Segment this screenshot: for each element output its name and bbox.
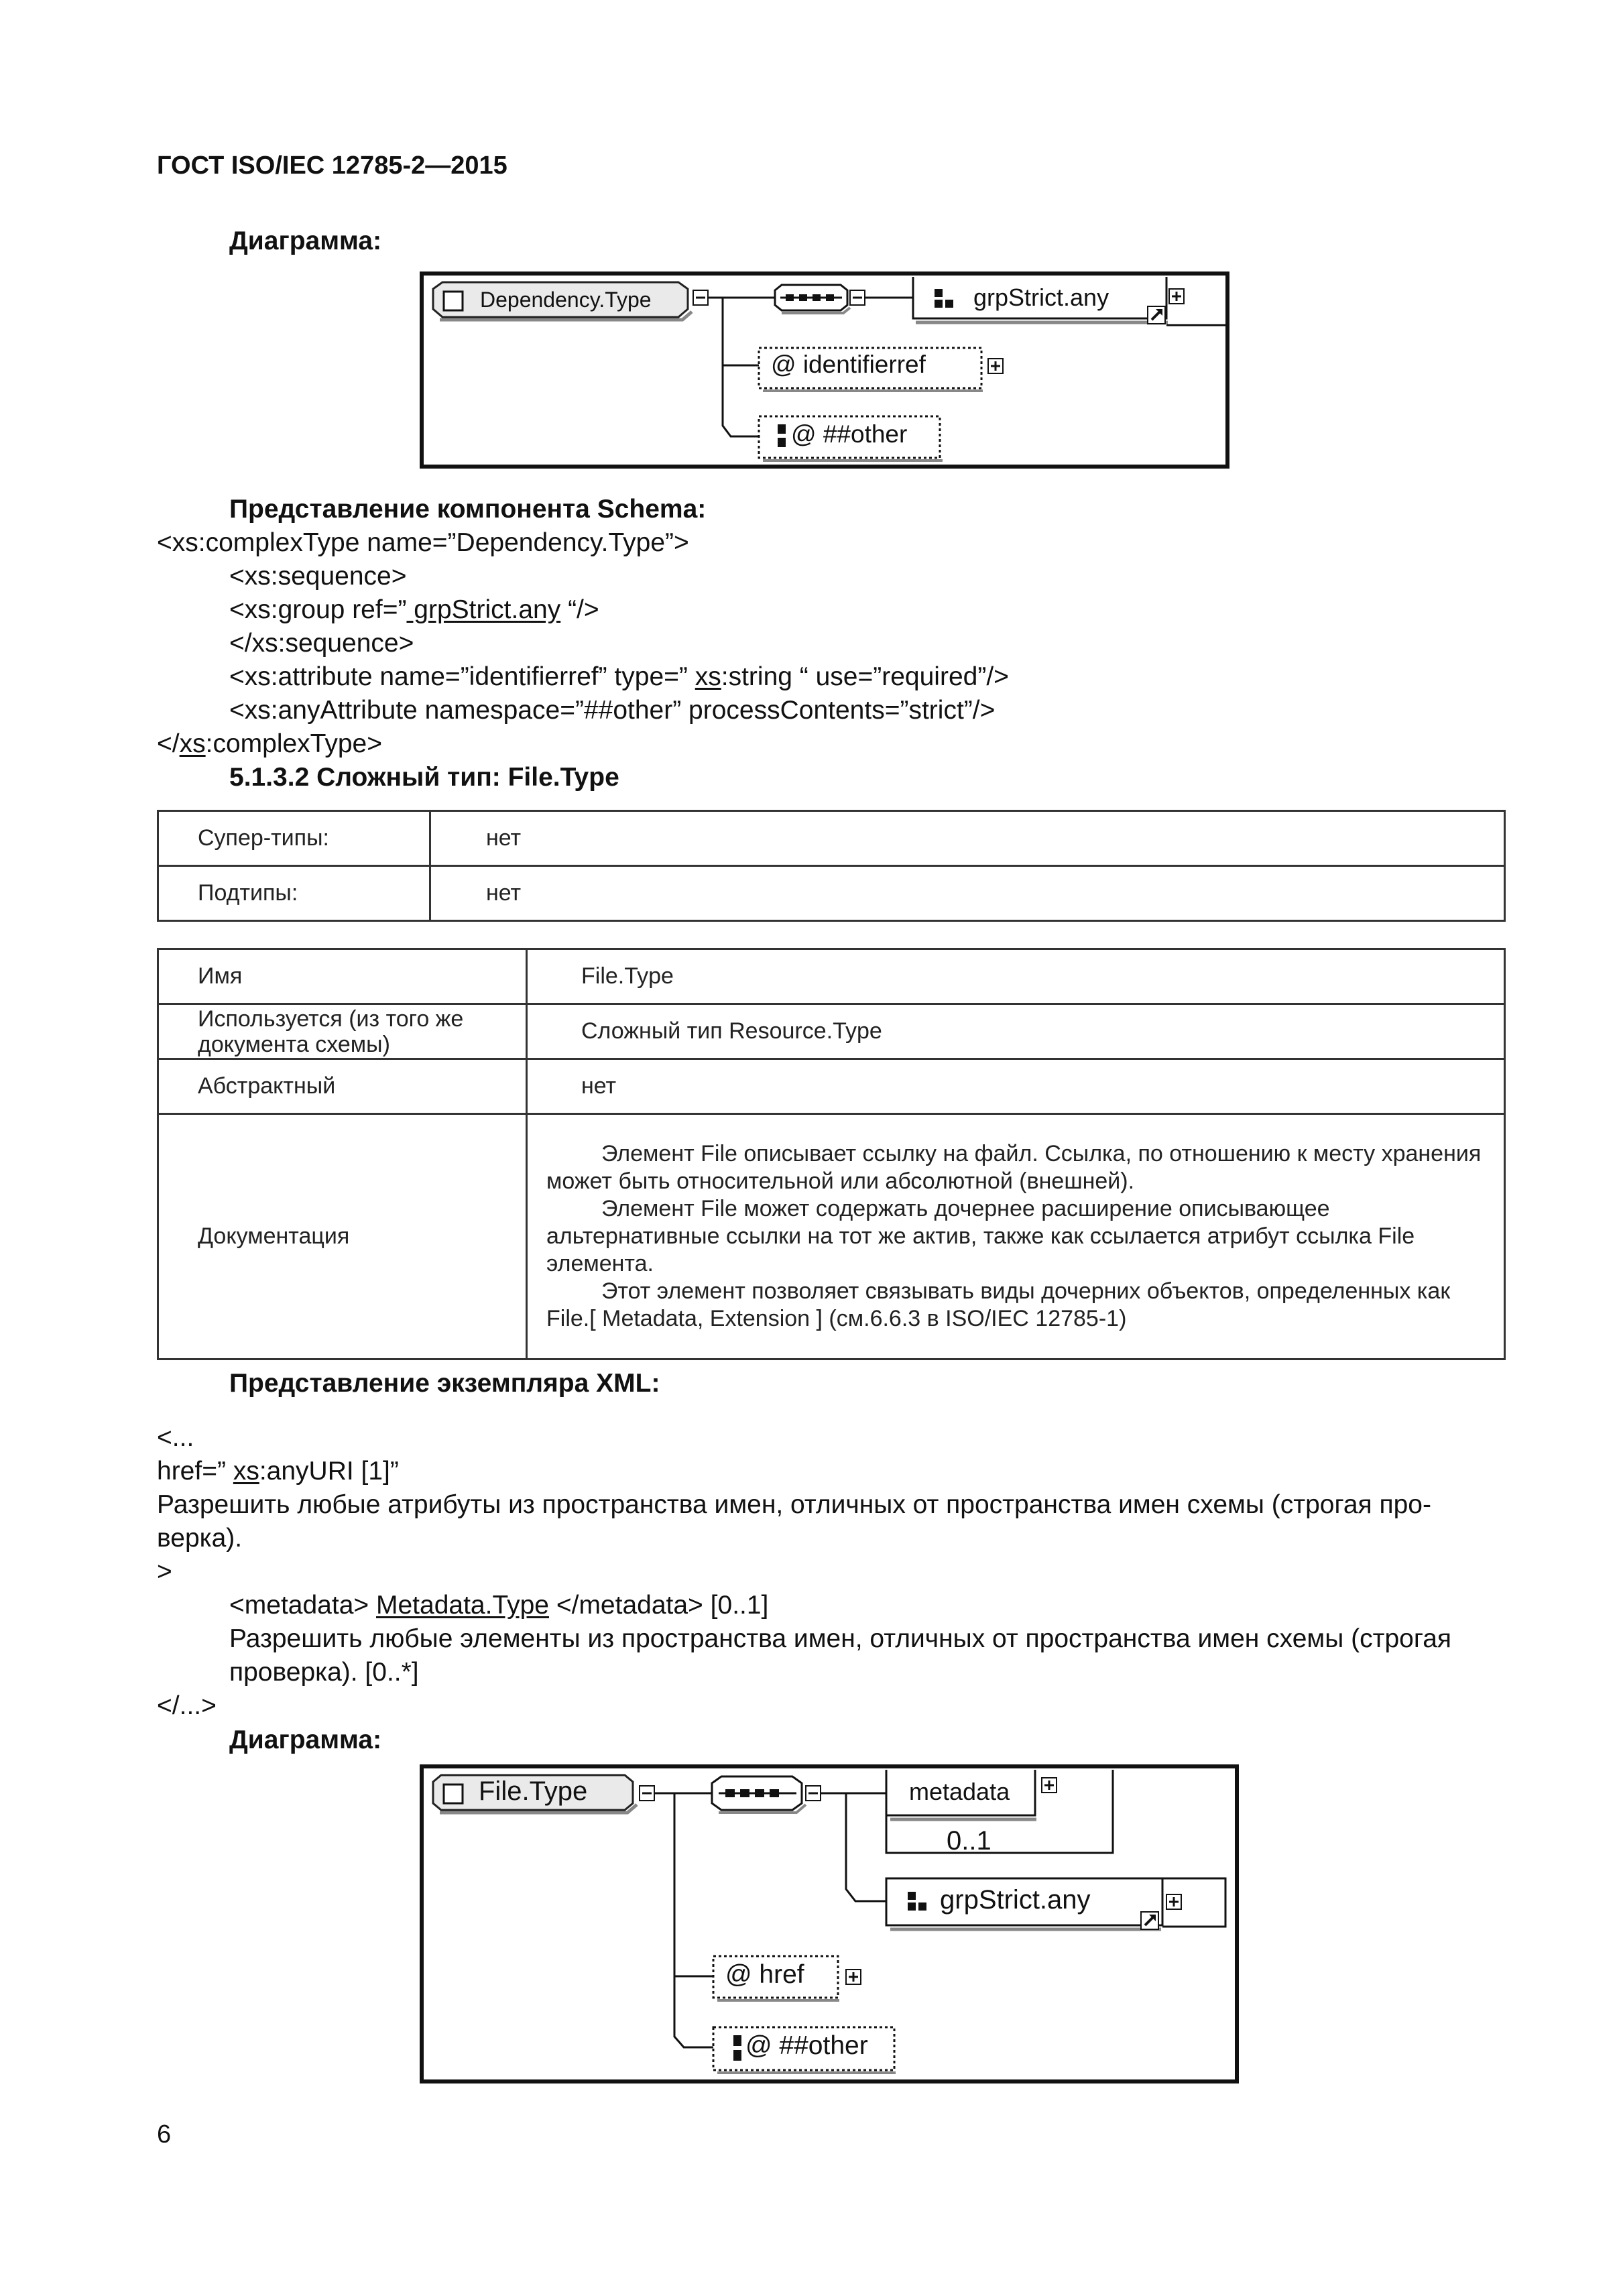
used-label: Используется (из того же документа схемы) — [158, 1004, 527, 1059]
xml-line-6 — [229, 1589, 768, 1622]
schema-line-5 — [229, 662, 1009, 692]
documentation-label: Документация — [158, 1114, 527, 1360]
name-label: Имя — [158, 949, 527, 1004]
type-node-file: File.Type — [479, 1776, 588, 1806]
used-value: Сложный тип Resource.Type — [527, 1004, 1505, 1059]
schema-line-5-pre: <xs:attribute name=”identifierref” type=” — [229, 662, 695, 691]
xml-label: Представление экземпляра XML: — [229, 1369, 660, 1398]
subtypes-label: Подтипы: — [158, 866, 430, 921]
supertypes-value: нет — [430, 811, 1505, 866]
schema-line-6: <xs:anyAttribute namespace=”##other” processContents=”strict”/> — [229, 696, 996, 725]
group-node-grpstrict: grpStrict.any — [973, 284, 1109, 311]
schema-line-7-post: :complexType> — [205, 729, 383, 758]
xml-line-6-pre: <metadata> — [229, 1591, 376, 1620]
xs-link[interactable]: xs — [233, 1457, 259, 1486]
file-type-diagram — [420, 1764, 1239, 2083]
table-row — [158, 1114, 1505, 1360]
schema-line-5-post: :string “ use=”required”/> — [721, 662, 1009, 691]
metadata-cardinality: 0..1 — [947, 1826, 991, 1856]
table-row — [158, 1004, 1505, 1059]
xml-line-1: <... — [157, 1423, 194, 1452]
table-row — [158, 949, 1505, 1004]
schema-line-3-post: “/> — [560, 595, 599, 624]
group-node-grpstrict: grpStrict.any — [940, 1885, 1091, 1915]
standard-header: ГОСТ ISO/IEC 12785-2—2015 — [157, 152, 507, 180]
type-node-dependency: Dependency.Type — [480, 288, 652, 312]
schema-line-3 — [229, 595, 599, 625]
info-table — [157, 948, 1506, 1360]
xml-line-4: верка). — [157, 1524, 243, 1553]
schema-line-4: </xs:sequence> — [229, 629, 414, 658]
schema-line-2: <xs:sequence> — [229, 562, 407, 591]
attribute-any-other: @ ##other — [745, 2031, 868, 2060]
metadata-type-link[interactable]: Metadata.Type — [376, 1591, 549, 1620]
supertypes-label: Супер-типы: — [158, 811, 430, 866]
abstract-label: Абстрактный — [158, 1059, 527, 1114]
doc-paragraph-2: Элемент File может содержать дочернее расширение описывающее альтернативные ссылки на тот же актив, также как ссылается атрибут ссылка File элемента. — [546, 1196, 1415, 1276]
doc-paragraph-1: Элемент File описывает ссылку на файл. Ссылка, по отношению к месту хранения может быть относительной или абсолютной (внешней). — [546, 1141, 1482, 1194]
abstract-value: нет — [527, 1059, 1505, 1114]
schema-line-7-pre: </ — [157, 729, 180, 758]
xml-line-8: проверка). [0..*] — [229, 1658, 419, 1687]
types-table — [157, 810, 1506, 922]
schema-label: Представление компонента Schema: — [229, 495, 707, 524]
page-number: 6 — [157, 2120, 172, 2149]
table-row — [158, 866, 1505, 921]
attribute-href: @ href — [725, 1960, 804, 1989]
xml-line-7: Разрешить любые элементы из пространства имен, отличных от пространства имен схемы (строгая — [229, 1624, 1452, 1653]
xml-line-2-post: :anyURI [1]” — [259, 1457, 399, 1486]
table-row — [158, 811, 1505, 866]
documentation-value — [527, 1114, 1505, 1360]
xml-line-3: Разрешить любые атрибуты из пространства имен, отличных от пространства имен схемы (строгая про- — [157, 1490, 1431, 1519]
element-metadata: metadata — [909, 1778, 1010, 1805]
dependency-type-diagram — [420, 271, 1229, 469]
diagram-label-2: Диаграмма: — [229, 1726, 382, 1754]
grpstrict-link[interactable]: grpStrict.any — [406, 595, 561, 624]
schema-line-3-pre: <xs:group ref=” — [229, 595, 407, 624]
section-heading-file-type: 5.1.3.2 Сложный тип: File.Type — [229, 763, 619, 792]
name-value: File.Type — [527, 949, 1505, 1004]
doc-paragraph-3: Этот элемент позволяет связывать виды дочерних объектов, определенных как File.[ Metadata, Extension ] (см.6.6.3 в ISO/IEC 12785-1) — [546, 1278, 1451, 1331]
xml-line-2 — [157, 1455, 399, 1488]
attribute-identifierref: @ identifierref — [771, 351, 926, 378]
attribute-any-other: @ ##other — [791, 420, 908, 448]
xs-link[interactable]: xs — [179, 729, 206, 758]
table-row — [158, 1059, 1505, 1114]
xml-line-5: > — [157, 1557, 172, 1586]
xml-line-9: </...> — [157, 1691, 217, 1720]
xs-link[interactable]: xs — [695, 662, 721, 691]
diagram-label: Диаграмма: — [229, 227, 382, 255]
schema-line-7 — [157, 729, 382, 759]
xml-line-2-pre: href=” — [157, 1457, 233, 1486]
subtypes-value: нет — [430, 866, 1505, 921]
schema-line-1: <xs:complexType name=”Dependency.Type”> — [157, 528, 689, 557]
xml-line-6-post: </metadata> [0..1] — [549, 1591, 769, 1620]
